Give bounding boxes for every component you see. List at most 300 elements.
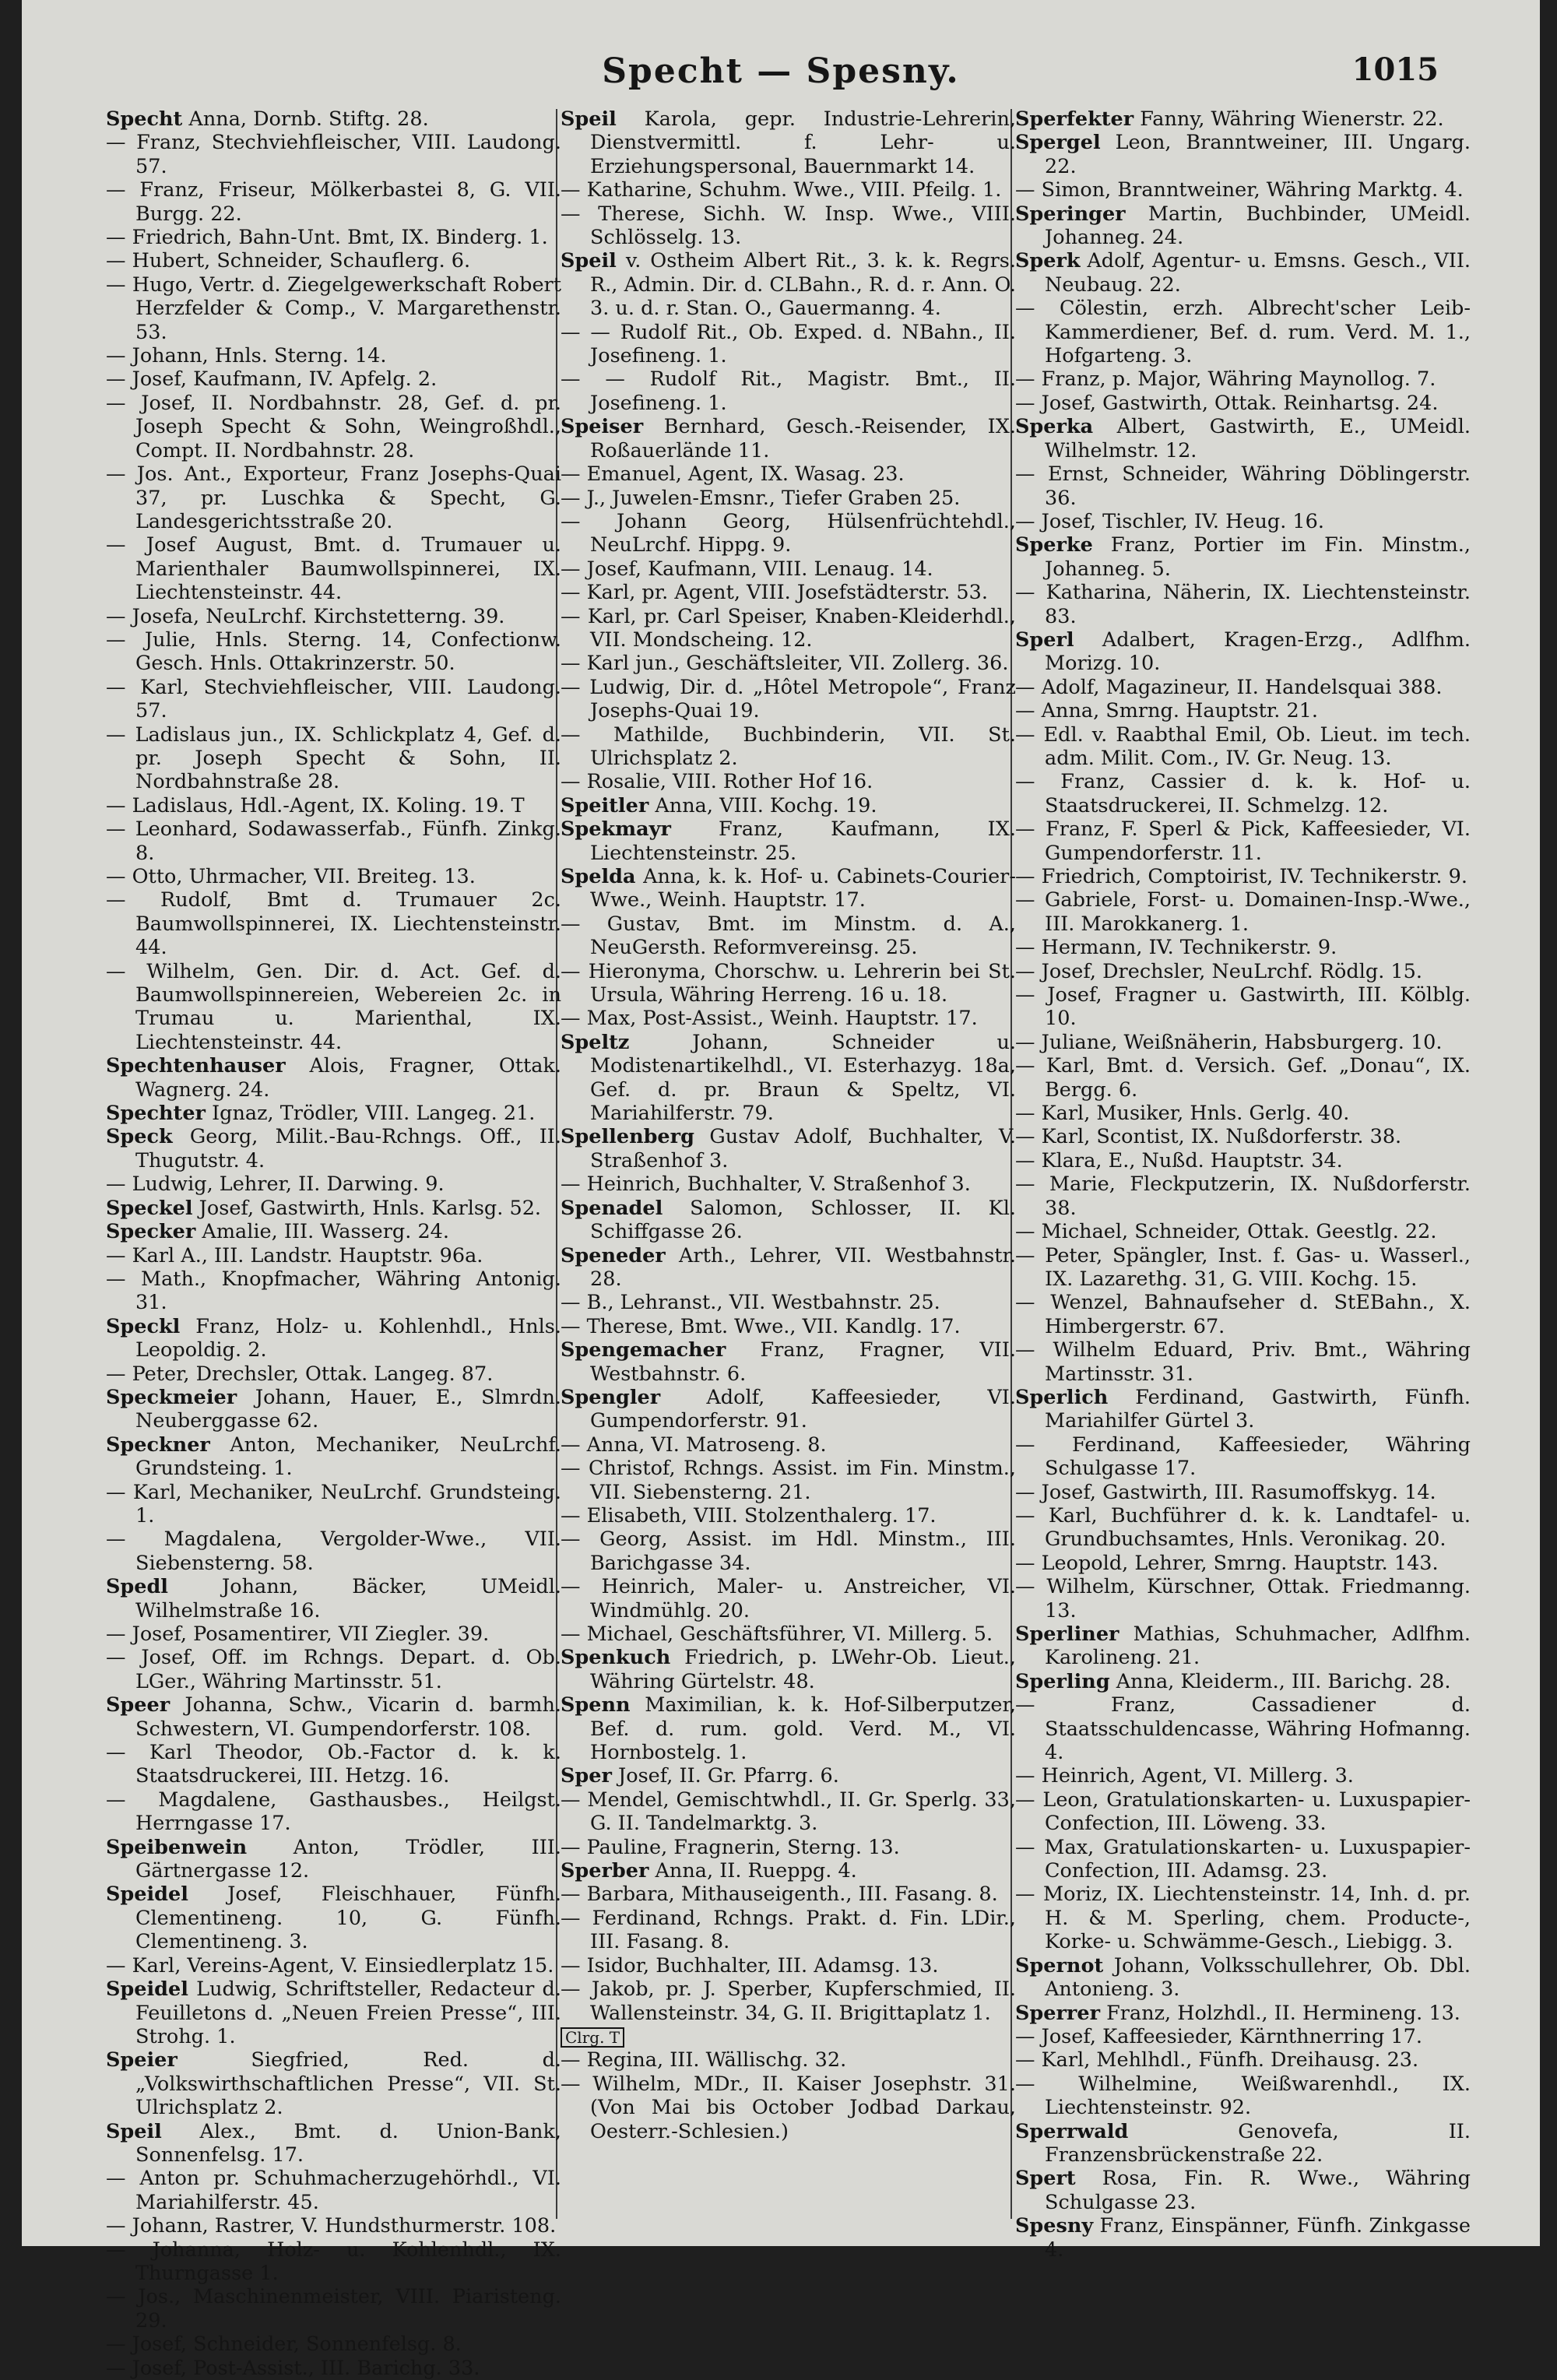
directory-entry (561, 1907, 1016, 1954)
entry-surname: Sperka (1015, 415, 1094, 439)
directory-entry (561, 2025, 1016, 2048)
entry-text: Adalbert, Kragen-Erzg., Adlfhm. Morizg. 10. (1045, 628, 1471, 676)
entry-text: Karola, gepr. Industrie-Lehrerin, Dienstvermittl. f. Lehr- u. Erziehungspersonal, Bauernmarkt 14. (590, 107, 1016, 178)
directory-entry (1015, 107, 1471, 131)
directory-entry (1015, 1481, 1471, 1504)
directory-entry (106, 1836, 561, 1883)
entry-surname: Sperrwald (1015, 2119, 1129, 2143)
directory-entry (561, 178, 1016, 202)
entry-surname: Speil (561, 249, 617, 273)
directory-entry (1015, 1291, 1471, 1338)
entry-text: — Gabriele, Forst- u. Domainen-Insp.-Wwe., III. Marokkanerg. 1. (1015, 888, 1471, 936)
directory-entry (561, 676, 1016, 723)
directory-entry (1015, 1788, 1471, 1836)
directory-entry (106, 1172, 561, 1196)
entry-text: Albert, Gastwirth, E., UMeidl. Wilhelmstr. 12. (1045, 415, 1471, 462)
directory-entry (561, 415, 1016, 462)
entry-text: — Karl, Mechaniker, NeuLrchf. Grundsteing. 1. (106, 1480, 561, 1527)
directory-entry (561, 605, 1016, 652)
column-1 (106, 107, 561, 2380)
entry-text: — Leonhard, Sodawasserfab., Fünfh. Zinkg. 8. (106, 817, 561, 865)
directory-entry (106, 1527, 561, 1575)
directory-page (22, 0, 1540, 2380)
entry-text: — Isidor, Buchhalter, III. Adamsg. 13. (561, 1953, 939, 1977)
directory-entry (1015, 2048, 1471, 2072)
entry-text: — Johann, Hnls. Sterng. 14. (106, 344, 387, 368)
entry-text: — Ludwig, Lehrer, II. Darwing. 9. (106, 1172, 445, 1197)
entry-text: — Anna, Smrng. Hauptstr. 21. (1015, 699, 1318, 723)
directory-entry (561, 202, 1016, 250)
entry-text: — Hieronyma, Chorschw. u. Lehrerin bei St. Ursula, Währing Herreng. 16 u. 18. (561, 959, 1016, 1007)
entry-text: — Barbara, Mithauseigenth., III. Fasang. 8. (561, 1883, 998, 1907)
entry-text: — Josef, Fragner u. Gastwirth, III. Kölblg. 10. (1015, 983, 1471, 1031)
entry-surname: Sperber (561, 1859, 649, 1883)
directory-entry (1015, 2120, 1471, 2167)
entry-text: Josef, II. Gr. Pfarrg. 6. (611, 1764, 839, 1788)
directory-entry (561, 557, 1016, 581)
entry-surname: Spergel (1015, 131, 1101, 155)
entry-text: — Ferdinand, Kaffeesieder, Währing Schulgasse 17. (1015, 1433, 1471, 1481)
entry-text: Johanna, Schw., Vicarin d. barmh. Schwestern, VI. Gumpendorferstr. 108. (135, 1693, 561, 1741)
directory-entry (106, 2238, 561, 2286)
directory-entry (106, 1362, 561, 1386)
entry-text: — Adolf, Magazineur, II. Handelsquai 388. (1015, 675, 1443, 699)
directory-entry (1015, 2072, 1471, 2120)
directory-entry (561, 1527, 1016, 1575)
directory-entry (106, 392, 561, 462)
directory-entry (106, 533, 561, 604)
entry-surname: Spengemacher (561, 1338, 726, 1362)
entry-text: — Katharina, Näherin, IX. Liechtensteinstr. 83. (1015, 581, 1471, 628)
entry-surname: Spernot (1015, 1953, 1104, 1977)
entry-text: — Max, Gratulationskarten- u. Luxuspapier-Confection, III. Adamsg. 23. (1015, 1835, 1471, 1883)
entry-text: — Peter, Spängler, Inst. f. Gas- u. Wasserl., IX. Lazarethg. 31, G. VIII. Kochg. 15. (1015, 1243, 1471, 1291)
entry-surname: Speitler (561, 793, 649, 817)
entry-text: — Regina, III. Wällischg. 32. (561, 2048, 847, 2072)
directory-entry (1015, 1031, 1471, 1054)
entry-text: Johann, Bäcker, UMeidl. Wilhelmstraße 16. (135, 1575, 561, 1622)
entry-text: — Franz, F. Sperl & Pick, Kaffeesieder, VI. Gumpendorferstr. 11. (1015, 817, 1471, 865)
entry-surname: Spesny (1015, 2214, 1094, 2238)
entry-text: — Wilhelm, MDr., II. Kaiser Josephstr. 31. (Von Mai bis October Jodbad Darkau, Oesterr.-Schlesien.) (561, 2072, 1016, 2143)
directory-entry (1015, 1054, 1471, 1102)
directory-entry (106, 131, 561, 178)
directory-entry (106, 1386, 561, 1433)
entry-text: Leon, Branntweiner, III. Ungarg. 22. (1045, 131, 1471, 178)
directory-entry (106, 1125, 561, 1172)
entry-text: — Josef, Gastwirth, III. Rasumoffskyg. 14. (1015, 1480, 1436, 1504)
directory-entry (561, 249, 1016, 320)
entry-text: Anna, II. Rueppg. 4. (648, 1859, 857, 1883)
page-title: Specht — Spesny. (602, 51, 960, 91)
directory-entry (561, 1315, 1016, 1338)
directory-entry (561, 107, 1016, 178)
directory-entry (1015, 936, 1471, 959)
entry-text: — Mendel, Gemischtwhdl., II. Gr. Sperlg. 33, G. II. Tandelmarktg. 3. (561, 1788, 1016, 1836)
directory-entry (561, 1693, 1016, 1764)
directory-entry (1015, 1172, 1471, 1220)
entry-text: — B., Lehranst., VII. Westbahnstr. 25. (561, 1291, 940, 1315)
directory-entry (561, 1386, 1016, 1433)
entry-text: Franz, Holzhdl., II. Hermineng. 13. (1100, 2001, 1460, 2025)
entry-surname: Speckmeier (106, 1385, 237, 1409)
directory-entry (1015, 2214, 1471, 2262)
directory-entry (1015, 1954, 1471, 2002)
directory-entry (561, 1575, 1016, 1622)
directory-entry (1015, 392, 1471, 415)
directory-entry (1015, 178, 1471, 202)
entry-text: — Pauline, Fragnerin, Sterng. 13. (561, 1835, 900, 1859)
entry-text: — Josef, Schneider, Sonnenfelsg. 8. (106, 2333, 462, 2357)
directory-entry (106, 1054, 561, 1102)
entry-text: — Ludwig, Dir. d. „Hôtel Metropole“, Franz Josephs-Quai 19. (561, 675, 1016, 723)
entry-text: Friedrich, p. LWehr-Ob. Lieut., Währing Gürtelstr. 48. (590, 1646, 1016, 1693)
directory-entry (106, 107, 561, 131)
entry-text: — Friedrich, Bahn-Unt. Bmt, IX. Binderg. 1. (106, 226, 548, 250)
entry-text: — Karl Theodor, Ob.-Factor d. k. k. Staatsdruckerei, III. Hetzg. 16. (106, 1741, 561, 1788)
entry-text: — Max, Post-Assist., Weinh. Hauptstr. 17. (561, 1007, 978, 1031)
directory-entry (561, 1764, 1016, 1788)
entry-text: — Math., Knopfmacher, Währing Antonig. 31. (106, 1267, 561, 1315)
directory-entry (106, 1315, 561, 1362)
entry-text: — Heinrich, Buchhalter, V. Straßenhof 3. (561, 1172, 971, 1197)
entry-text: — Katharine, Schuhm. Wwe., VIII. Pfeilg. 1. (561, 178, 1002, 202)
directory-entry (1015, 865, 1471, 888)
entry-text: — Hermann, IV. Technikerstr. 9. (1015, 936, 1337, 960)
directory-entry (1015, 367, 1471, 391)
entry-text: Adolf, Kaffeesieder, VI. Gumpendorferstr. 91. (590, 1385, 1016, 1433)
entry-text: Georg, Milit.-Bau-Rchngs. Off., II. Thugutstr. 4. (135, 1125, 561, 1172)
directory-entry (561, 960, 1016, 1007)
entry-surname: Sperling (1015, 1669, 1110, 1693)
directory-entry (106, 273, 561, 344)
directory-entry (1015, 1836, 1471, 1883)
entry-surname: Spedl (106, 1575, 168, 1599)
entry-text: Bernhard, Gesch.-Reisender, IX. Roßauerlände 11. (590, 415, 1016, 462)
directory-entry (561, 865, 1016, 912)
directory-entry (1015, 249, 1471, 297)
entry-text: Salomon, Schlosser, II. Kl. Schiffgasse 26. (590, 1196, 1016, 1244)
entry-text: — Christof, Rchngs. Assist. im Fin. Minstm., VII. Siebensterng. 21. (561, 1457, 1016, 1504)
entry-surname: Speil (561, 107, 617, 131)
entry-surname: Speckner (106, 1433, 210, 1457)
entry-text: — Franz, Stechviehfleischer, VIII. Laudong. 57. (106, 131, 561, 178)
directory-entry (106, 2167, 561, 2214)
directory-entry (1015, 1102, 1471, 1125)
entry-text: Johann, Hauer, E., Slmrdn. Neuberggasse 62. (135, 1385, 561, 1433)
entry-text: — Franz, Cassier d. k. k. Hof- u. Staatsdruckerei, II. Schmelzg. 12. (1015, 770, 1471, 817)
directory-entry (106, 1646, 561, 1693)
entry-text: — Heinrich, Maler- u. Anstreicher, VI. Windmühlg. 20. (561, 1575, 1016, 1622)
entry-text: — Ladislaus jun., IX. Schlickplatz 4, Gef. d. pr. Joseph Specht & Sohn, II. Nordbahnstraße 28. (106, 722, 561, 794)
directory-entry (106, 1883, 561, 1953)
entry-text: — Ernst, Schneider, Währing Döblingerstr. 36. (1015, 462, 1471, 510)
entry-text: — Jos. Ant., Exporteur, Franz Josephs-Quai 37, pr. Luschka & Specht, G. Landesgerichtsstraße 20. (106, 462, 561, 533)
directory-entry (1015, 1764, 1471, 1788)
entry-text: Rosa, Fin. R. Wwe., Währing Schulgasse 23. (1045, 2167, 1471, 2214)
directory-entry (1015, 1386, 1471, 1433)
directory-entry (1015, 1433, 1471, 1481)
entry-surname: Sperl (1015, 628, 1074, 652)
entry-surname: Spenn (561, 1693, 631, 1717)
entry-surname: Speer (106, 1693, 170, 1717)
directory-entry (106, 249, 561, 272)
entry-text: — Karl, Buchführer d. k. k. Landtafel- u. Grundbuchsamtes, Hnls. Veronikag. 20. (1015, 1503, 1471, 1552)
entry-text: — Ferdinand, Rchngs. Prakt. d. Fin. LDir., III. Fasang. 8. (561, 1906, 1016, 1954)
directory-entry (1015, 1670, 1471, 1693)
entry-text: Arth., Lehrer, VII. Westbahnstr. 28. (590, 1243, 1016, 1291)
entry-text: — Julie, Hnls. Sterng. 14, Confectionw. Gesch. Hnls. Ottakrinzerstr. 50. (106, 628, 561, 676)
column-3 (1015, 107, 1471, 2262)
directory-entry (561, 1031, 1016, 1126)
entry-text: Fanny, Währing Wienerstr. 22. (1133, 107, 1444, 131)
directory-entry (106, 367, 561, 391)
directory-entry (561, 510, 1016, 557)
directory-entry (106, 2357, 561, 2380)
directory-entry (561, 794, 1016, 817)
entry-surname: Sperk (1015, 249, 1081, 273)
directory-entry (106, 1788, 561, 1836)
entry-text: — Therese, Sichh. W. Insp. Wwe., VIII. Schlösselg. 13. (561, 202, 1016, 250)
entry-text: — Otto, Uhrmacher, VII. Breiteg. 13. (106, 865, 476, 888)
entry-text: Martin, Buchbinder, UMeidl. Johanneg. 24. (1045, 202, 1471, 250)
entry-text: Amalie, III. Wasserg. 24. (195, 1220, 450, 1244)
directory-entry (561, 1197, 1016, 1244)
entry-text: — — Rudolf Rit., Magistr. Bmt., II. Josefineng. 1. (561, 367, 1016, 415)
entry-text: — Therese, Bmt. Wwe., VII. Kandlg. 17. (561, 1314, 961, 1338)
directory-entry (561, 652, 1016, 675)
directory-entry (106, 178, 561, 226)
entry-text: — Karl, Vereins-Agent, V. Einsiedlerplatz 15. (106, 1953, 554, 1977)
directory-entry (1015, 1244, 1471, 1292)
directory-entry (106, 1622, 561, 1646)
entry-text: — Josef, Tischler, IV. Heug. 16. (1015, 509, 1324, 533)
entry-text: — Karl, pr. Agent, VIII. Josefstädterstr. 53. (561, 581, 988, 605)
entry-text: — Klara, E., Nußd. Hauptstr. 34. (1015, 1148, 1343, 1172)
entry-text: — Hubert, Schneider, Schauflerg. 6. (106, 249, 471, 273)
entry-text: — Josefa, NeuLrchf. Kirchstetterng. 39. (106, 604, 505, 628)
entry-text: — Josef, II. Nordbahnstr. 28, Gef. d. pr. Joseph Specht & Sohn, Weingroßhdl., Compt. II. Nordbahnstr. 28. (106, 391, 561, 462)
entry-text: — Karl, Scontist, IX. Nußdorferstr. 38. (1015, 1125, 1402, 1149)
entry-surname: Speltz (561, 1030, 630, 1054)
directory-entry (561, 1457, 1016, 1504)
directory-entry (561, 487, 1016, 510)
entry-text: Anna, Kleiderm., III. Barichg. 28. (1109, 1669, 1451, 1693)
directory-entry (1015, 1220, 1471, 1243)
directory-entry (1015, 1883, 1471, 1953)
entry-text: — Peter, Drechsler, Ottak. Langeg. 87. (106, 1362, 494, 1386)
entry-surname: Spechter (106, 1102, 206, 1126)
entry-text: — Rosalie, VIII. Rother Hof 16. (561, 770, 873, 794)
directory-entry (106, 2048, 561, 2119)
entry-surname: Sperliner (1015, 1622, 1119, 1646)
entry-text: — Moriz, IX. Liechtensteinstr. 14, Inh. d. pr. H. & M. Sperling, chem. Producte-, Korke- u. Schwämme-Gesch., Liebigg. 3. (1015, 1883, 1471, 1954)
directory-entry (1015, 1338, 1471, 1386)
directory-entry (106, 1693, 561, 1741)
entry-surname: Spelda (561, 865, 636, 888)
entry-text: — Elisabeth, VIII. Stolzenthalerg. 17. (561, 1503, 937, 1527)
entry-surname: Spekmayr (561, 817, 671, 842)
directory-entry (106, 628, 561, 676)
directory-entry (561, 1125, 1016, 1172)
entry-text: Johann, Volksschullehrer, Ob. Dbl. Antonieng. 3. (1045, 1953, 1471, 2002)
directory-entry (1015, 2167, 1471, 2214)
directory-entry (1015, 510, 1471, 533)
entry-text: — Rudolf, Bmt d. Trumauer 2c. Baumwollspinnerei, IX. Liechtensteinstr. 44. (106, 888, 561, 960)
directory-entry (561, 723, 1016, 771)
entry-text: Mathias, Schuhmacher, Adlfhm. Karolineng. 21. (1045, 1622, 1471, 1670)
entry-text: — Franz, Cassadiener d. Staatsschuldencasse, Währing Hofmanng. 4. (1015, 1693, 1471, 1765)
entry-text: Franz, Holz- u. Kohlenhdl., Hnls. Leopoldig. 2. (135, 1314, 561, 1362)
entry-text: Johann, Schneider u. Modistenartikelhdl., VI. Esterhazyg. 18a, Gef. d. pr. Braun & Speltz, VI. Mariahilferstr. 79. (590, 1030, 1016, 1126)
entry-text: — Wilhelm, Gen. Dir. d. Act. Gef. d. Baumwollspinnereien, Webereien 2c. in Trumau u. Marienthal, IX. Liechtensteinstr. 44. (106, 959, 561, 1054)
directory-entry (561, 1977, 1016, 2025)
entry-surname: Sperrer (1015, 2001, 1100, 2025)
directory-entry (561, 1172, 1016, 1196)
entry-text: — — Rudolf Rit., Ob. Exped. d. NBahn., II. Josefineng. 1. (561, 320, 1016, 368)
directory-entry (561, 1244, 1016, 1292)
directory-entry (106, 2285, 561, 2333)
entry-text: Anna, VIII. Kochg. 19. (648, 793, 877, 817)
entry-surname: Spenadel (561, 1196, 663, 1220)
directory-entry (561, 770, 1016, 793)
directory-entry (106, 605, 561, 628)
directory-entry (106, 1244, 561, 1267)
directory-entry (106, 1741, 561, 1788)
directory-entry (106, 2214, 561, 2238)
entry-text: — Wilhelm, Kürschner, Ottak. Friedmanng. 13. (1015, 1575, 1471, 1622)
entry-text: — Josef, Kaffeesieder, Kärnthnerring 17. (1015, 2024, 1422, 2048)
entry-text: Ignaz, Trödler, VIII. Langeg. 21. (205, 1102, 536, 1126)
directory-entry (1015, 581, 1471, 628)
directory-entry (106, 1102, 561, 1125)
directory-entry (561, 1291, 1016, 1314)
entry-surname: Speckl (106, 1314, 181, 1338)
directory-entry (1015, 770, 1471, 817)
directory-entry (561, 1883, 1016, 1906)
directory-entry (1015, 415, 1471, 462)
directory-entry (106, 1433, 561, 1481)
entry-text: — Franz, p. Major, Währing Maynollog. 7. (1015, 367, 1436, 392)
entry-text: — Karl, Mehlhdl., Fünfh. Dreihausg. 23. (1015, 2048, 1419, 2072)
directory-entry (106, 226, 561, 249)
directory-entry (561, 367, 1016, 415)
entry-text: Josef, Fleischhauer, Fünfh. Clementineng. 10, G. Fünfh. Clementineng. 3. (135, 1883, 561, 1954)
entry-text: Anna, Dornb. Stiftg. 28. (182, 107, 429, 131)
entry-text: — Georg, Assist. im Hdl. Minstm., III. Barichgasse 34. (561, 1527, 1016, 1575)
entry-stamp: Clrg. T (561, 2027, 624, 2048)
directory-entry (1015, 960, 1471, 983)
directory-entry (1015, 1504, 1471, 1552)
directory-entry (106, 1197, 561, 1220)
entry-surname: Speidel (106, 1977, 188, 2002)
entry-text: Franz, Fragner, VII. Westbahnstr. 6. (590, 1338, 1016, 1386)
directory-entry (106, 1267, 561, 1315)
directory-entry (561, 912, 1016, 960)
directory-entry (561, 1954, 1016, 1977)
directory-entry (106, 462, 561, 533)
directory-entry (106, 1481, 561, 1528)
directory-entry (561, 1007, 1016, 1030)
entry-surname: Speier (106, 2048, 177, 2072)
entry-text: Siegfried, Red. d. „Volkswirthschaftlichen Presse“, VII. St. Ulrichsplatz 2. (135, 2048, 561, 2120)
entry-text: — Karl A., III. Landstr. Hauptstr. 96a. (106, 1243, 483, 1267)
entry-text: — Karl, Stechviehfleischer, VIII. Laudong. 57. (106, 675, 561, 723)
directory-entry (106, 865, 561, 888)
entry-surname: Sperlich (1015, 1385, 1109, 1409)
entry-text: — J., Juwelen-Emsnr., Tiefer Graben 25. (561, 486, 961, 510)
entry-text: — Josef, Gastwirth, Ottak. Reinhartsg. 24. (1015, 391, 1439, 415)
entry-text: v. Ostheim Albert Rit., 3. k. k. Regrs. R., Admin. Dir. d. CLBahn., R. d. r. Ann. O. 3. u. d. r. Stan. O., Gauermanng. 4. (590, 249, 1016, 321)
directory-entry (106, 723, 561, 794)
entry-text: — Wilhelmine, Weißwarenhdl., IX. Liechtensteinstr. 92. (1015, 2072, 1471, 2120)
entry-surname: Spechtenhauser (106, 1054, 286, 1078)
entry-surname: Sper (561, 1764, 612, 1788)
entry-text: Alex., Bmt. d. Union-Bank, Sonnenfelsg. 17. (135, 2119, 561, 2167)
entry-text: — Josef, Off. im Rchngs. Depart. d. Ob. LGer., Währing Martinsstr. 51. (106, 1646, 561, 1693)
entry-surname: Specht (106, 107, 183, 131)
entry-surname: Speneder (561, 1243, 666, 1267)
entry-text: Franz, Portier im Fin. Minstm., Johanneg. 5. (1045, 533, 1471, 581)
directory-entry (1015, 699, 1471, 722)
directory-entry (106, 2333, 561, 2356)
directory-entry (106, 676, 561, 723)
entry-text: — Johann, Rastrer, V. Hundsthurmerstr. 108. (106, 2214, 557, 2238)
directory-entry (1015, 131, 1471, 178)
entry-text: Josef, Gastwirth, Hnls. Karlsg. 52. (192, 1196, 542, 1220)
entry-text: Franz, Einspänner, Fünfh. Zinkgasse 4. (1045, 2214, 1471, 2262)
entry-text: — Johann Georg, Hülsenfrüchtehdl., NeuLrchf. Hippg. 9. (561, 509, 1016, 557)
entry-text: — Michael, Geschäftsführer, VI. Millerg. 5. (561, 1622, 993, 1646)
entry-text: — Leon, Gratulationskarten- u. Luxuspapier-Confection, III. Löweng. 33. (1015, 1788, 1471, 1836)
directory-entry (1015, 2025, 1471, 2048)
directory-entry (561, 1646, 1016, 1693)
entry-text: — Gustav, Bmt. im Minstm. d. A., NeuGersth. Reformvereinsg. 25. (561, 912, 1016, 960)
directory-entry (1015, 628, 1471, 676)
entry-text: — Josef, Kaufmann, VIII. Lenaug. 14. (561, 557, 933, 581)
entry-text: Genovefa, II. Franzensbrückenstraße 22. (1045, 2119, 1471, 2167)
entry-text: Ludwig, Schriftsteller, Redacteur d. Feuilletons d. „Neuen Freien Presse“, III. Strohg. 1. (135, 1977, 561, 2048)
entry-surname: Spellenberg (561, 1125, 694, 1149)
directory-entry (1015, 1693, 1471, 1764)
entry-text: Anton, Mechaniker, NeuLrchf. Grundsteing. 1. (135, 1433, 561, 1481)
page-number: 1015 (1351, 51, 1439, 88)
entry-text: — Anton pr. Schuhmacherzugehörhdl., VI. Mariahilferstr. 45. (106, 2167, 561, 2214)
directory-entry (106, 817, 561, 865)
directory-entry (561, 462, 1016, 486)
directory-entry (1015, 676, 1471, 699)
directory-entry (561, 2048, 1016, 2072)
directory-entry (1015, 723, 1471, 771)
directory-entry (1015, 817, 1471, 865)
directory-entry (561, 1859, 1016, 1883)
entry-text: — Jos., Maschinenmeister, VIII. Piaristeng. 29. (106, 2285, 561, 2333)
directory-entry (1015, 1149, 1471, 1172)
entry-text: — Leopold, Lehrer, Smrng. Hauptstr. 143. (1015, 1551, 1439, 1575)
directory-entry (561, 1836, 1016, 1859)
entry-text: — Josef, Posamentirer, VII Ziegler. 39. (106, 1622, 490, 1646)
entry-text: — Marie, Fleckputzerin, IX. Nußdorferstr. 38. (1015, 1172, 1471, 1220)
entry-text: — Magdalena, Vergolder-Wwe., VII. Siebensterng. 58. (106, 1527, 561, 1575)
entry-text: — Mathilde, Buchbinderin, VII. St. Ulrichsplatz 2. (561, 722, 1016, 770)
entry-surname: Speringer (1015, 202, 1126, 226)
entry-text: Franz, Kaufmann, IX. Liechtensteinstr. 25. (590, 817, 1016, 865)
directory-entry (1015, 1552, 1471, 1575)
entry-text: — Jakob, pr. J. Sperber, Kupferschmied, II. Wallensteinstr. 34, G. II. Brigittaplatz 1. (561, 1977, 1016, 2025)
directory-entry (561, 581, 1016, 604)
entry-surname: Sperke (1015, 533, 1093, 557)
directory-entry (106, 1220, 561, 1243)
